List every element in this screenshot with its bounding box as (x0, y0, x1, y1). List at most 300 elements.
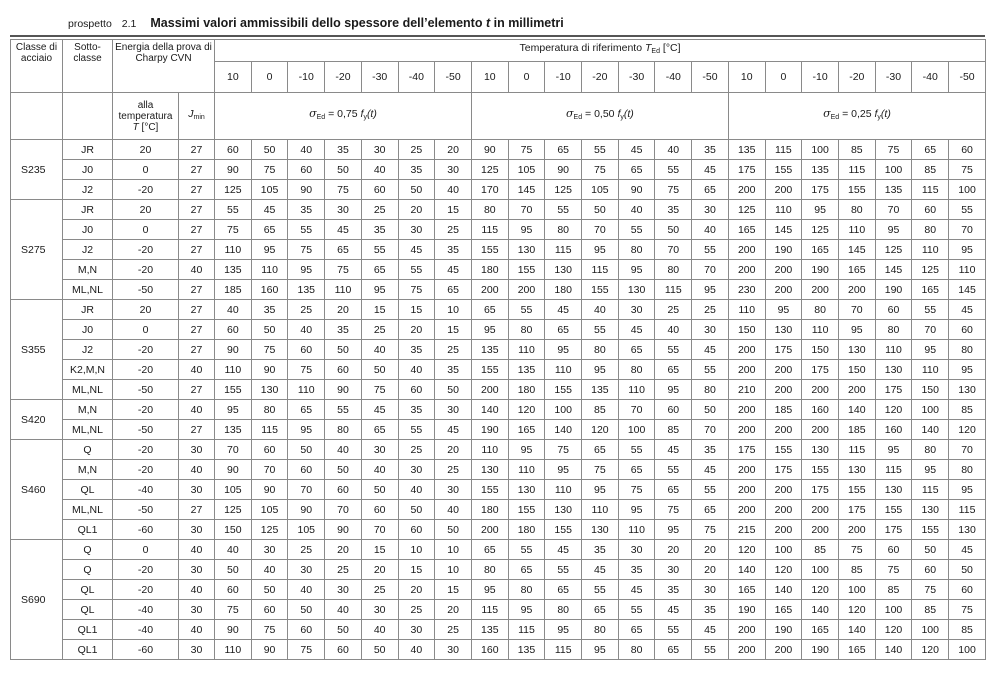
thickness-value-cell: 95 (912, 460, 949, 480)
header-classe-cont (11, 93, 63, 140)
sigma-header-0 (215, 93, 472, 140)
thickness-value-cell: 80 (325, 420, 362, 440)
table-row (11, 200, 986, 220)
thickness-value-cell: 20 (692, 540, 729, 560)
thickness-value-cell: 175 (802, 360, 839, 380)
header-ted-sub: Ed (651, 48, 660, 55)
thickness-value-cell: 90 (215, 160, 252, 180)
thickness-value-cell: 50 (251, 580, 288, 600)
thickness-value-cell: 110 (912, 240, 949, 260)
thickness-value-cell: 200 (728, 260, 765, 280)
temp-header-cell: 10 (471, 62, 508, 93)
thickness-value-cell: 50 (251, 320, 288, 340)
jmin-cell: 27 (179, 280, 215, 300)
test-temp-cell: -50 (113, 500, 179, 520)
thickness-value-cell: 85 (912, 600, 949, 620)
sigma-eq: = 0,50 (585, 108, 615, 120)
thickness-value-cell: 85 (655, 420, 692, 440)
thickness-value-cell: 110 (618, 520, 655, 540)
thickness-value-cell: 35 (692, 440, 729, 460)
test-temp-cell: -20 (113, 440, 179, 460)
thickness-value-cell: 130 (838, 340, 875, 360)
table-row (11, 460, 986, 480)
thickness-value-cell: 135 (215, 260, 252, 280)
thickness-value-cell: 45 (251, 200, 288, 220)
thickness-value-cell: 125 (728, 200, 765, 220)
thickness-value-cell: 95 (288, 260, 325, 280)
table-row (11, 640, 986, 660)
thickness-value-cell: 190 (765, 620, 802, 640)
caption-label: prospetto (68, 18, 112, 30)
thickness-value-cell: 65 (618, 620, 655, 640)
thickness-value-cell: 120 (802, 580, 839, 600)
thickness-value-cell: 140 (728, 560, 765, 580)
temp-header-cell: 0 (765, 62, 802, 93)
temp-header-cell: -40 (398, 62, 435, 93)
thickness-value-cell: 45 (618, 140, 655, 160)
thickness-value-cell: 95 (618, 500, 655, 520)
thickness-value-cell: 50 (912, 540, 949, 560)
thickness-value-cell: 50 (361, 360, 398, 380)
thickness-value-cell: 155 (838, 180, 875, 200)
thickness-value-cell: 45 (398, 240, 435, 260)
table-row (11, 220, 986, 240)
thickness-value-cell: 65 (582, 440, 619, 460)
jmin-cell: 40 (179, 620, 215, 640)
thickness-value-cell: 90 (215, 620, 252, 640)
thickness-value-cell: 15 (435, 580, 472, 600)
thickness-value-cell: 70 (875, 200, 912, 220)
thickness-value-cell: 115 (655, 280, 692, 300)
thickness-value-cell: 15 (361, 300, 398, 320)
thickness-value-cell: 80 (802, 300, 839, 320)
thickness-value-cell: 75 (618, 480, 655, 500)
temp-header-cell: -20 (325, 62, 362, 93)
test-temp-cell: -40 (113, 620, 179, 640)
jmin-cell: 27 (179, 160, 215, 180)
thickness-value-cell: 180 (545, 280, 582, 300)
temp-header-cell: -30 (618, 62, 655, 93)
thickness-value-cell: 200 (802, 280, 839, 300)
header-temperatura (215, 40, 986, 62)
subclass-cell: J0 (63, 160, 113, 180)
thickness-value-cell: 55 (618, 440, 655, 460)
thickness-value-cell: 40 (435, 500, 472, 520)
thickness-value-cell: 50 (435, 380, 472, 400)
temp-header-cell: 0 (508, 62, 545, 93)
thickness-value-cell: 90 (215, 340, 252, 360)
thickness-value-cell: 50 (398, 180, 435, 200)
thickness-value-cell: 15 (361, 540, 398, 560)
thickness-value-cell: 80 (251, 400, 288, 420)
thickness-value-cell: 70 (288, 480, 325, 500)
thickness-value-cell: 155 (471, 240, 508, 260)
thickness-value-cell: 155 (508, 500, 545, 520)
thickness-value-cell: 90 (471, 140, 508, 160)
jmin-cell: 27 (179, 500, 215, 520)
thickness-value-cell: 115 (545, 640, 582, 660)
thickness-value-cell: 95 (655, 520, 692, 540)
table-row (11, 360, 986, 380)
thickness-value-cell: 155 (802, 460, 839, 480)
thickness-value-cell: 100 (949, 640, 986, 660)
header-row-1 (11, 40, 986, 62)
thickness-value-cell: 55 (215, 200, 252, 220)
thickness-value-cell: 115 (912, 480, 949, 500)
thickness-value-cell: 200 (728, 420, 765, 440)
table-row (11, 520, 986, 540)
thickness-value-cell: 30 (618, 300, 655, 320)
thickness-value-cell: 200 (765, 480, 802, 500)
temp-header-cell: -10 (545, 62, 582, 93)
thickness-value-cell: 55 (949, 200, 986, 220)
subclass-cell: QL (63, 480, 113, 500)
thickness-value-cell: 100 (802, 140, 839, 160)
thickness-value-cell: 95 (545, 340, 582, 360)
thickness-value-cell: 200 (728, 500, 765, 520)
thickness-value-cell: 25 (288, 300, 325, 320)
thickness-value-cell: 160 (875, 420, 912, 440)
thickness-value-cell: 30 (435, 160, 472, 180)
thickness-value-cell: 140 (838, 620, 875, 640)
thickness-value-cell: 80 (471, 200, 508, 220)
thickness-value-cell: 110 (949, 260, 986, 280)
thickness-value-cell: 180 (471, 260, 508, 280)
thickness-value-cell: 135 (508, 360, 545, 380)
thickness-value-cell: 90 (545, 160, 582, 180)
thickness-value-cell: 125 (875, 240, 912, 260)
thickness-value-cell: 95 (949, 360, 986, 380)
jmin-cell: 40 (179, 460, 215, 480)
thickness-value-cell: 60 (251, 440, 288, 460)
thickness-value-cell: 40 (288, 580, 325, 600)
thickness-value-cell: 95 (361, 280, 398, 300)
thickness-value-cell: 65 (655, 360, 692, 380)
test-temp-cell: 20 (113, 300, 179, 320)
thickness-value-cell: 10 (435, 560, 472, 580)
thickness-value-cell: 100 (838, 580, 875, 600)
sigma-symbol: σ (309, 107, 317, 120)
caption-title-var: t (485, 16, 491, 30)
thickness-value-cell: 30 (692, 200, 729, 220)
thickness-value-cell: 130 (545, 500, 582, 520)
thickness-value-cell: 125 (802, 220, 839, 240)
sigma-symbol: σ (823, 107, 831, 120)
thickness-value-cell: 200 (508, 280, 545, 300)
temp-header-cell: -40 (912, 62, 949, 93)
thickness-value-cell: 30 (325, 200, 362, 220)
test-temp-cell: 0 (113, 160, 179, 180)
jmin-cell: 40 (179, 360, 215, 380)
sigma-sub: Ed (830, 114, 840, 121)
caption-title-end: in millimetri (493, 16, 564, 30)
thickness-value-cell: 95 (618, 260, 655, 280)
table-row (11, 620, 986, 640)
thickness-value-cell: 200 (728, 640, 765, 660)
thickness-value-cell: 40 (361, 160, 398, 180)
thickness-value-cell: 30 (398, 460, 435, 480)
thickness-value-cell: 190 (728, 600, 765, 620)
thickness-value-cell: 40 (618, 200, 655, 220)
thickness-value-cell: 200 (802, 500, 839, 520)
jmin-cell: 27 (179, 220, 215, 240)
thickness-value-cell: 60 (655, 400, 692, 420)
jmin-cell: 27 (179, 320, 215, 340)
thickness-value-cell: 145 (765, 220, 802, 240)
subclass-cell: Q (63, 540, 113, 560)
thickness-value-cell: 100 (618, 420, 655, 440)
sigma-f: f (874, 108, 878, 120)
thickness-value-cell: 65 (618, 340, 655, 360)
sigma-f: f (360, 108, 364, 120)
thickness-value-cell: 55 (692, 640, 729, 660)
thickness-value-cell: 130 (912, 500, 949, 520)
test-temp-cell: -50 (113, 280, 179, 300)
thickness-value-cell: 140 (545, 420, 582, 440)
thickness-value-cell: 65 (545, 320, 582, 340)
table-body (11, 140, 986, 660)
thickness-value-cell: 90 (288, 180, 325, 200)
thickness-value-cell: 65 (545, 140, 582, 160)
thickness-value-cell: 45 (361, 400, 398, 420)
thickness-value-cell: 100 (949, 180, 986, 200)
thickness-value-cell: 90 (288, 500, 325, 520)
thickness-value-cell: 60 (288, 460, 325, 480)
thickness-value-cell: 40 (435, 180, 472, 200)
thickness-value-cell: 170 (471, 180, 508, 200)
temp-header-cell: -50 (692, 62, 729, 93)
thickness-value-cell: 35 (325, 320, 362, 340)
subclass-cell: JR (63, 300, 113, 320)
thickness-value-cell: 130 (949, 380, 986, 400)
thickness-value-cell: 130 (949, 520, 986, 540)
caption-title (150, 16, 563, 30)
thickness-value-cell: 30 (361, 140, 398, 160)
thickness-value-cell: 95 (912, 340, 949, 360)
thickness-value-cell: 200 (728, 360, 765, 380)
thickness-value-cell: 75 (582, 460, 619, 480)
thickness-value-cell: 60 (288, 620, 325, 640)
thickness-value-cell: 130 (545, 260, 582, 280)
thickness-value-cell: 95 (215, 400, 252, 420)
thickness-value-cell: 200 (765, 420, 802, 440)
thickness-value-cell: 200 (728, 480, 765, 500)
test-temp-cell: 0 (113, 320, 179, 340)
thickness-value-cell: 80 (582, 620, 619, 640)
thickness-value-cell: 75 (288, 640, 325, 660)
header-ted-unit: [°C] (662, 42, 681, 54)
thickness-value-cell: 50 (949, 560, 986, 580)
thickness-value-cell: 155 (582, 280, 619, 300)
thickness-value-cell: 115 (251, 420, 288, 440)
thickness-value-cell: 130 (508, 240, 545, 260)
jmin-cell: 30 (179, 440, 215, 460)
subclass-cell: QL (63, 600, 113, 620)
thickness-value-cell: 160 (802, 400, 839, 420)
thickness-value-cell: 60 (325, 360, 362, 380)
thickness-value-cell: 50 (398, 500, 435, 520)
thickness-value-cell: 135 (802, 160, 839, 180)
thickness-value-cell: 55 (655, 340, 692, 360)
thickness-value-cell: 90 (251, 640, 288, 660)
thickness-value-cell: 45 (582, 560, 619, 580)
thickness-value-cell: 65 (435, 280, 472, 300)
thickness-value-cell: 115 (471, 600, 508, 620)
thickness-value-cell: 55 (582, 140, 619, 160)
thickness-value-cell: 35 (692, 600, 729, 620)
thickness-value-cell: 155 (545, 520, 582, 540)
thickness-value-cell: 50 (325, 460, 362, 480)
jmin-cell: 27 (179, 240, 215, 260)
thickness-value-cell: 70 (949, 440, 986, 460)
thickness-value-cell: 200 (728, 620, 765, 640)
thickness-value-cell: 95 (251, 240, 288, 260)
thickness-value-cell: 120 (875, 400, 912, 420)
caption-number: 2.1 (121, 18, 137, 30)
thickness-value-cell: 75 (912, 580, 949, 600)
thickness-value-cell: 50 (361, 480, 398, 500)
thickness-value-cell: 100 (802, 560, 839, 580)
thickness-value-cell: 110 (215, 240, 252, 260)
thickness-value-cell: 70 (325, 500, 362, 520)
thickness-value-cell: 25 (398, 140, 435, 160)
thickness-value-cell: 130 (508, 480, 545, 500)
thickness-value-cell: 165 (728, 220, 765, 240)
thickness-value-cell: 110 (728, 300, 765, 320)
thickness-value-cell: 65 (288, 400, 325, 420)
thickness-value-cell: 70 (692, 260, 729, 280)
thickness-value-cell: 105 (582, 180, 619, 200)
thickness-value-cell: 210 (728, 380, 765, 400)
thickness-value-cell: 60 (251, 600, 288, 620)
thickness-value-cell: 95 (582, 640, 619, 660)
thickness-value-cell: 90 (325, 380, 362, 400)
thickness-value-cell: 30 (692, 580, 729, 600)
thickness-value-cell: 120 (765, 560, 802, 580)
header-ted-var: T (645, 42, 652, 54)
subclass-cell: Q (63, 560, 113, 580)
thickness-value-cell: 20 (398, 200, 435, 220)
thickness-value-cell: 155 (471, 480, 508, 500)
header-jmin (179, 93, 215, 140)
thickness-value-cell: 130 (875, 480, 912, 500)
thickness-value-cell: 110 (582, 500, 619, 520)
thickness-value-cell: 65 (912, 140, 949, 160)
thickness-value-cell: 100 (912, 620, 949, 640)
subclass-cell: ML,NL (63, 420, 113, 440)
thickness-value-cell: 85 (802, 540, 839, 560)
thickness-value-cell: 110 (288, 380, 325, 400)
thickness-value-cell: 25 (325, 560, 362, 580)
thickness-value-cell: 55 (912, 300, 949, 320)
thickness-value-cell: 145 (508, 180, 545, 200)
thickness-value-cell: 130 (765, 320, 802, 340)
thickness-value-cell: 135 (471, 340, 508, 360)
thickness-value-cell: 140 (471, 400, 508, 420)
thickness-value-cell: 120 (728, 540, 765, 560)
thickness-value-cell: 200 (765, 500, 802, 520)
thickness-value-cell: 85 (875, 580, 912, 600)
subclass-cell: ML,NL (63, 380, 113, 400)
sigma-symbol: σ (566, 107, 574, 120)
thickness-value-cell: 30 (618, 540, 655, 560)
thickness-value-cell: 10 (435, 540, 472, 560)
thickness-value-cell: 60 (398, 380, 435, 400)
thickness-value-cell: 85 (838, 560, 875, 580)
thickness-value-cell: 190 (802, 260, 839, 280)
thickness-value-cell: 190 (875, 280, 912, 300)
thickness-value-cell: 95 (692, 280, 729, 300)
thickness-value-cell: 55 (582, 580, 619, 600)
test-temp-cell: 0 (113, 540, 179, 560)
thickness-value-cell: 200 (728, 400, 765, 420)
subclass-cell: JR (63, 200, 113, 220)
thickness-value-cell: 95 (582, 240, 619, 260)
thickness-value-cell: 95 (949, 240, 986, 260)
temp-header-cell: 0 (251, 62, 288, 93)
thickness-value-cell: 75 (508, 140, 545, 160)
thickness-value-cell: 90 (215, 460, 252, 480)
test-temp-cell: -20 (113, 560, 179, 580)
thickness-value-cell: 200 (765, 280, 802, 300)
thickness-value-cell: 50 (251, 140, 288, 160)
thickness-value-cell: 165 (765, 600, 802, 620)
thickness-value-cell: 155 (875, 500, 912, 520)
thickness-value-cell: 60 (215, 580, 252, 600)
thickness-value-cell: 100 (912, 400, 949, 420)
thickness-value-cell: 175 (875, 380, 912, 400)
thickness-value-cell: 105 (251, 180, 288, 200)
thickness-value-cell: 95 (545, 460, 582, 480)
thickness-value-cell: 60 (325, 480, 362, 500)
thickness-value-cell: 70 (508, 200, 545, 220)
thickness-value-cell: 30 (655, 560, 692, 580)
temp-header-cell: 10 (215, 62, 252, 93)
thickness-value-cell: 55 (692, 240, 729, 260)
thickness-value-cell: 40 (655, 320, 692, 340)
thickness-value-cell: 80 (545, 600, 582, 620)
subclass-cell: QL1 (63, 620, 113, 640)
thickness-value-cell: 65 (692, 500, 729, 520)
thickness-value-cell: 125 (215, 500, 252, 520)
thickness-value-cell: 65 (361, 260, 398, 280)
thickness-value-cell: 65 (471, 540, 508, 560)
header-alla-temp-var: T (132, 121, 139, 133)
thickness-value-cell: 165 (838, 640, 875, 660)
thickness-value-cell: 150 (912, 380, 949, 400)
thickness-value-cell: 95 (802, 200, 839, 220)
thickness-value-cell: 150 (215, 520, 252, 540)
thickness-value-cell: 80 (508, 320, 545, 340)
thickness-value-cell: 55 (508, 300, 545, 320)
subclass-cell: ML,NL (63, 280, 113, 300)
thickness-value-cell: 155 (838, 480, 875, 500)
thickness-value-cell: 40 (361, 460, 398, 480)
thickness-value-cell: 155 (545, 380, 582, 400)
thickness-value-cell: 25 (361, 200, 398, 220)
test-temp-cell: 0 (113, 220, 179, 240)
thickness-value-cell: 105 (251, 500, 288, 520)
thickness-value-cell: 110 (325, 280, 362, 300)
thickness-value-cell: 60 (398, 520, 435, 540)
thickness-value-cell: 125 (215, 180, 252, 200)
thickness-value-cell: 60 (949, 320, 986, 340)
thickness-value-cell: 165 (508, 420, 545, 440)
thickness-value-cell: 55 (398, 260, 435, 280)
thickness-value-cell: 25 (692, 300, 729, 320)
steel-class-cell: S275 (11, 200, 63, 300)
thickness-value-cell: 80 (508, 580, 545, 600)
